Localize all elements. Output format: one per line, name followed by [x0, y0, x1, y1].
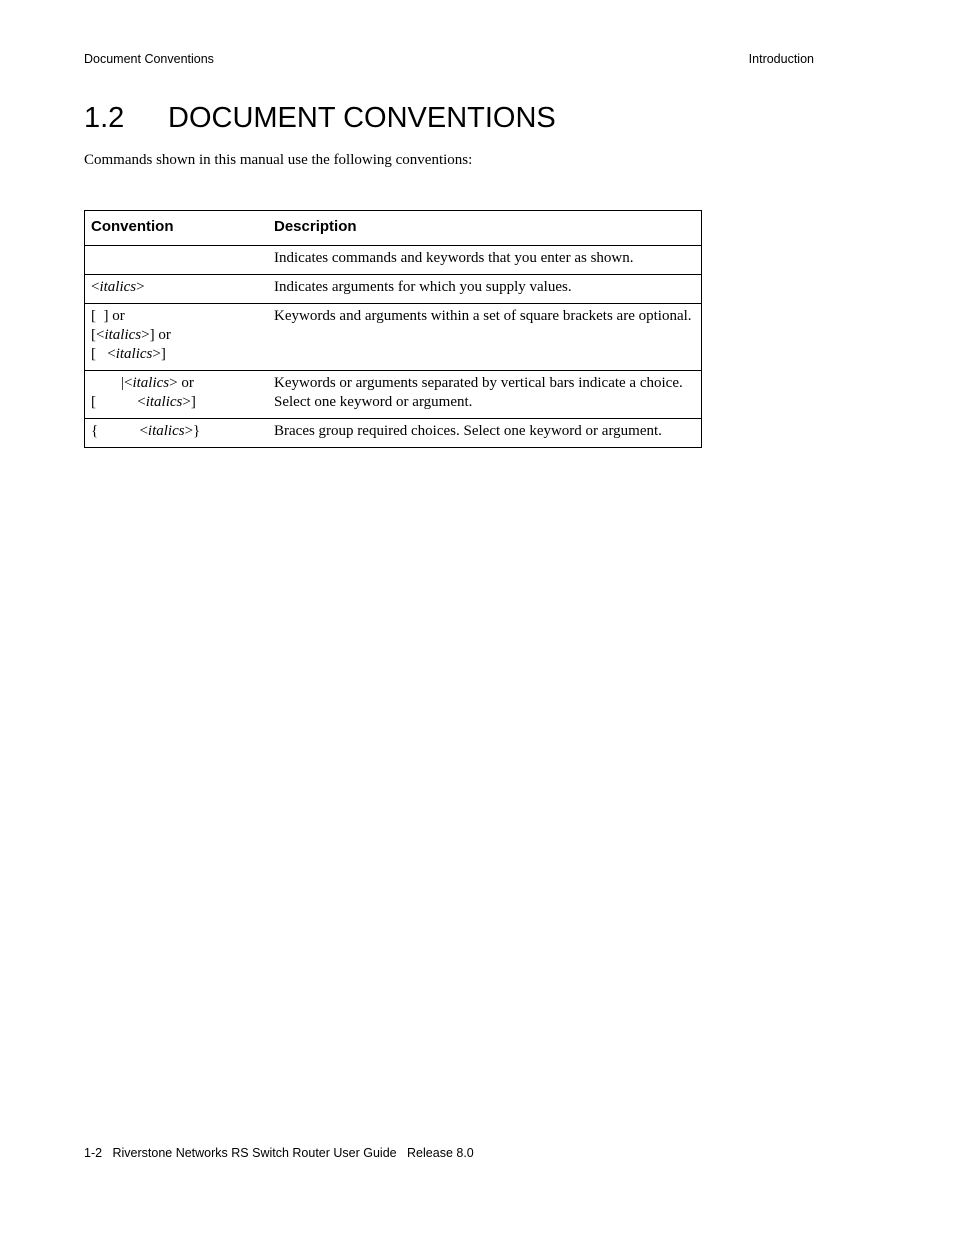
convention-syntax: [ <: [91, 346, 116, 362]
description-cell: Indicates arguments for which you supply values.: [268, 275, 702, 304]
convention-line: [91, 307, 262, 326]
convention-syntax: > or: [169, 375, 194, 391]
convention-cell: [85, 246, 269, 275]
convention-syntax: >]: [152, 346, 166, 362]
table-row: [85, 371, 702, 419]
table-row: [85, 275, 702, 304]
description-cell: Braces group required choices. Select one keyword or argument.: [268, 419, 702, 448]
convention-line: [91, 422, 262, 441]
convention-syntax: >}: [184, 423, 201, 439]
convention-syntax: >] or: [141, 327, 171, 343]
description-cell: Indicates commands and keywords that you enter as shown.: [268, 246, 702, 275]
conventions-table: [84, 210, 702, 448]
table-row: [85, 419, 702, 448]
convention-cell: [85, 275, 269, 304]
convention-placeholder: italics: [147, 423, 185, 439]
section-title: DOCUMENT CONVENTIONS: [168, 102, 556, 134]
running-footer: 1-2 Riverstone Networks RS Switch Router User Guide Release 8.0: [84, 1146, 474, 1160]
convention-line: [91, 326, 262, 345]
intro-paragraph: Commands shown in this manual use the following conventions:: [84, 152, 473, 168]
section-heading: [84, 102, 556, 135]
convention-syntax: [ <: [91, 394, 146, 410]
table-row: [85, 246, 702, 275]
convention-cell: [85, 304, 269, 371]
convention-line: [91, 345, 262, 364]
convention-cell: [85, 419, 269, 448]
convention-syntax: [<: [91, 327, 105, 343]
column-header-description: Description: [268, 211, 702, 246]
convention-placeholder: italics: [104, 327, 142, 343]
convention-syntax: <: [91, 279, 100, 295]
convention-line: [91, 278, 262, 297]
convention-line: [91, 374, 262, 393]
description-cell: Keywords and arguments within a set of square brackets are optional.: [268, 304, 702, 371]
table-row: [85, 304, 702, 371]
convention-placeholder: italics: [115, 346, 153, 362]
table-header-row: [85, 211, 702, 246]
convention-placeholder: italics: [99, 279, 137, 295]
convention-syntax: >: [136, 279, 145, 295]
convention-cell: [85, 371, 269, 419]
column-header-convention: Convention: [85, 211, 269, 246]
convention-syntax: >]: [182, 394, 196, 410]
header-section-name: Document Conventions: [84, 52, 214, 66]
section-number: 1.2: [84, 102, 125, 134]
description-cell: Keywords or arguments separated by vertical bars indicate a choice. Select one keyword or argument.: [268, 371, 702, 419]
header-chapter-name: Introduction: [748, 52, 814, 66]
convention-placeholder: italics: [145, 394, 183, 410]
convention-syntax: [ ] or: [91, 308, 125, 324]
convention-syntax: { <: [91, 423, 148, 439]
convention-line: [91, 393, 262, 412]
convention-placeholder: italics: [132, 375, 170, 391]
convention-syntax: |<: [91, 375, 133, 391]
